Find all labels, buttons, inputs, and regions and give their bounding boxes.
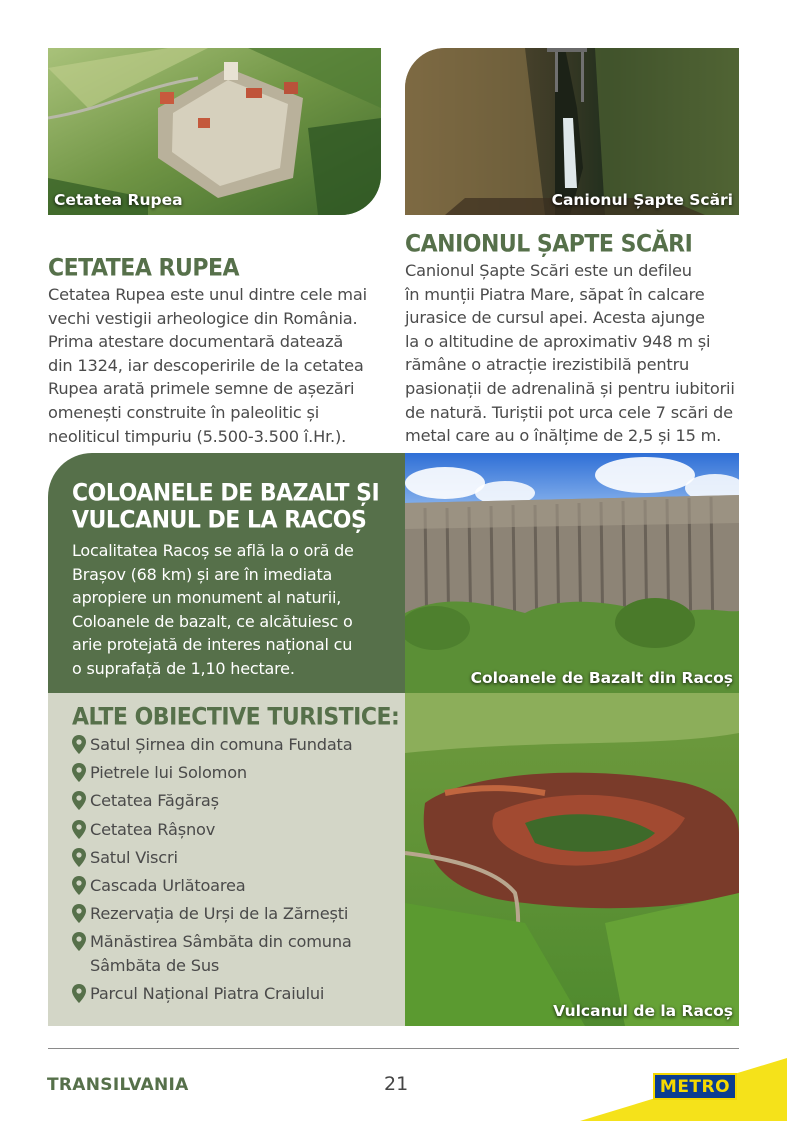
photo-caption-volcano: Vulcanul de la Racoș	[553, 1002, 733, 1020]
objective-label	[90, 789, 219, 813]
title-line: COLOANELE DE BAZALT ȘI	[72, 479, 380, 507]
objective-item	[72, 846, 352, 870]
objective-label	[90, 818, 215, 842]
photo-coloanele-de-bazalt	[405, 453, 739, 693]
paragraph-line: pasionații de adrenalină și pentru iubitorii	[405, 378, 735, 398]
paragraph-line: apropiere un monument al naturii,	[72, 588, 342, 608]
objective-item	[72, 930, 352, 977]
basalt-columns-image	[405, 453, 739, 693]
paragraph-line: jurasice de cursul apei. Acesta ajunge	[405, 308, 705, 328]
objective-item	[72, 733, 352, 757]
region-label: TRANSILVANIA	[47, 1075, 189, 1095]
objective-item	[72, 789, 352, 813]
objective-label	[90, 902, 348, 926]
location-pin-icon	[72, 848, 90, 868]
objective-label	[90, 874, 246, 898]
paragraph-line: Coloanele de bazalt, ce alcătuiesc o	[72, 611, 353, 631]
objective-label-line: Cascada Urlătoarea	[90, 875, 246, 895]
title-line: VULCANUL DE LA RACOȘ	[72, 506, 367, 534]
photo-vulcanul-de-la-racos	[405, 693, 739, 1026]
objective-item	[72, 874, 352, 898]
location-pin-icon	[72, 904, 90, 924]
paragraph-line: în munții Piatra Mare, săpat în calcare	[405, 284, 705, 304]
objective-label-line: Sâmbăta de Sus	[90, 955, 220, 975]
objective-label-line: Parcul Național Piatra Craiului	[90, 984, 325, 1004]
photo-caption-rupea: Cetatea Rupea	[54, 191, 183, 209]
section-title-sapte-scari: CANIONUL ȘAPTE SCĂRI	[405, 230, 693, 258]
fortress-aerial-image	[48, 48, 381, 215]
paragraph-line: Localitatea Racoș se află la o oră de	[72, 541, 354, 560]
location-pin-icon	[72, 876, 90, 896]
objective-label	[90, 982, 324, 1006]
objective-label-line: Rezervația de Urși de la Zărnești	[90, 904, 349, 924]
paragraph-line: la o altitudine de aproximativ 948 m și	[405, 331, 711, 351]
paragraph-line: metal care au o înălțime de 2,5 și 15 m.	[405, 426, 722, 446]
page-number: 21	[384, 1073, 409, 1095]
location-pin-icon	[72, 820, 90, 840]
photo-caption-sapte-scari: Canionul Șapte Scări	[551, 191, 733, 209]
section-title-other-objectives: ALTE OBIECTIVE TURISTICE:	[72, 703, 400, 731]
objective-label-line: Cetatea Făgăraș	[90, 791, 219, 811]
photo-cetatea-rupea	[48, 48, 381, 215]
paragraph-line: arie protejată de interes național cu	[72, 635, 353, 655]
location-pin-icon	[72, 984, 90, 1004]
objective-label-line: Satul Viscri	[90, 847, 178, 867]
paragraph-line: din 1324, iar descoperirile de la cetatea	[48, 355, 364, 375]
paragraph-line: Brașov (68 km) și are în imediata	[72, 564, 333, 584]
objective-item	[72, 982, 352, 1006]
location-pin-icon	[72, 932, 90, 952]
volcano-crater-image	[405, 693, 739, 1026]
racos-section	[48, 453, 405, 693]
objective-label-line: Pietrele lui Solomon	[90, 763, 247, 783]
canyon-waterfall-image	[405, 48, 739, 215]
paragraph-line: vechi vestigii arheologice din România.	[48, 308, 358, 328]
paragraph-line: Cetatea Rupea este unul dintre cele mai	[48, 285, 367, 304]
location-pin-icon	[72, 791, 90, 811]
objectives-list	[72, 733, 352, 1010]
paragraph-racos	[72, 539, 354, 681]
photo-canionul-sapte-scari	[405, 48, 739, 215]
objective-item	[72, 902, 352, 926]
objective-label	[90, 733, 352, 757]
location-pin-icon	[72, 735, 90, 755]
paragraph-line: Rupea arată primele semne de așezări	[48, 379, 355, 399]
section-title-rupea: CETATEA RUPEA	[48, 254, 239, 282]
section-title-racos	[72, 481, 379, 534]
objective-label	[90, 846, 178, 870]
paragraph-line: omenești construite în paleolitic și	[48, 402, 320, 422]
objective-label	[90, 930, 352, 977]
objective-label	[90, 761, 247, 785]
objective-label-line: Mănăstirea Sâmbăta din comuna	[90, 932, 352, 952]
paragraph-rupea	[48, 283, 367, 448]
objective-item	[72, 761, 352, 785]
objective-label-line: Cetatea Râșnov	[90, 819, 216, 839]
paragraph-line: neoliticul timpuriu (5.500-3.500 î.Hr.).	[48, 426, 347, 446]
paragraph-line: Prima atestare documentară datează	[48, 332, 344, 352]
paragraph-line: Canionul Șapte Scări este un defileu	[405, 261, 692, 280]
photo-caption-basalt: Coloanele de Bazalt din Racoș	[470, 669, 733, 687]
other-objectives-section	[48, 693, 405, 1026]
paragraph-sapte-scari	[405, 259, 735, 448]
paragraph-line: o suprafață de 1,10 hectare.	[72, 658, 295, 678]
metro-logo	[653, 1073, 737, 1100]
metro-logo-text: METRO	[659, 1076, 731, 1097]
paragraph-line: de natură. Turiștii pot urca cele 7 scări de	[405, 402, 733, 422]
location-pin-icon	[72, 763, 90, 783]
paragraph-line: rămâne o atracție irezistibilă pentru	[405, 355, 690, 375]
objective-label-line: Satul Șirnea din comuna Fundata	[90, 735, 353, 754]
objective-item	[72, 818, 352, 842]
